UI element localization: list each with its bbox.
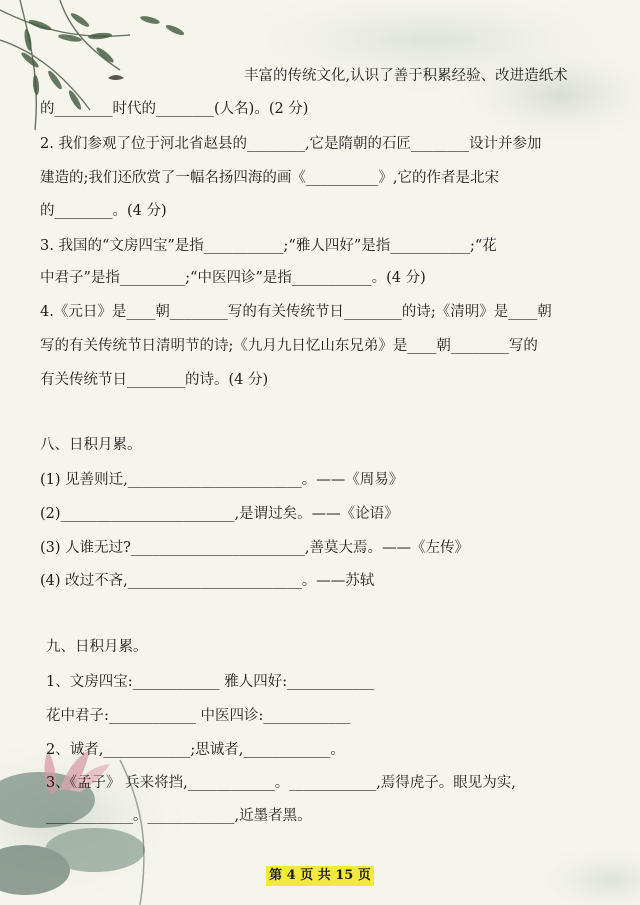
current-page-number: 4 — [286, 868, 296, 883]
q4-line3: 有关传统节日________的诗。(4 分) — [40, 372, 269, 388]
section8-item: (3) 人谁无过?________________________,善莫大焉。——《左传》 — [40, 540, 470, 556]
q2-line1: 2. 我们参观了位于河北省赵县的________,它是隋朝的石匠________设计并参加 — [40, 136, 542, 152]
page-number-footer — [266, 866, 374, 886]
section9-title: 九、日积月累。 — [46, 639, 148, 655]
q1-line2: 的________时代的________(人名)。(2 分) — [40, 101, 309, 117]
q3-line1: 3. 我国的“文房四宝”是指___________;“雅人四好”是指___________;“花 — [40, 238, 497, 254]
footer-mid: 页 共 — [300, 868, 331, 883]
q2-line3: 的________。(4 分) — [40, 203, 167, 219]
section9-line: ____________。____________,近墨者黑。 — [46, 808, 312, 824]
section9-line: 1、文房四宝:____________ 雅人四好:____________ — [46, 674, 375, 690]
total-page-number: 15 — [335, 868, 354, 883]
section8-title: 八、日积月累。 — [40, 437, 142, 453]
section8-item: (2)________________________,是谓过矣。——《论语》 — [40, 506, 399, 522]
q3-line2: 中君子”是指_________;“中医四诊”是指___________。(4 分) — [40, 270, 426, 286]
section8-item: (4) 改过不吝,________________________。——苏轼 — [40, 573, 375, 589]
section9-line: 2、诚者,____________;思诚者,____________。 — [46, 742, 345, 758]
section9-line: 3、《孟子》 兵来将挡,____________。____________,焉得虎子。眼见为实, — [46, 775, 516, 791]
q2-line2: 建造的;我们还欣赏了一幅名扬四海的画《__________》,它的作者是北宋 — [40, 170, 499, 186]
q4-line2: 写的有关传统节日清明节的诗;《九月九日忆山东兄弟》是____朝________写的 — [40, 338, 538, 354]
section8-item: (1) 见善则迁,________________________。——《周易》 — [40, 472, 404, 488]
footer-suffix: 页 — [357, 868, 371, 883]
q1-line1: 丰富的传统文化,认识了善于积累经验、改进造纸术 — [244, 68, 568, 84]
footer-prefix: 第 — [269, 868, 283, 883]
section9-line: 花中君子:____________ 中医四诊:____________ — [46, 708, 351, 724]
q4-line1: 4.《元日》是____朝________写的有关传统节日________的诗;《清明》是____朝 — [40, 304, 552, 320]
